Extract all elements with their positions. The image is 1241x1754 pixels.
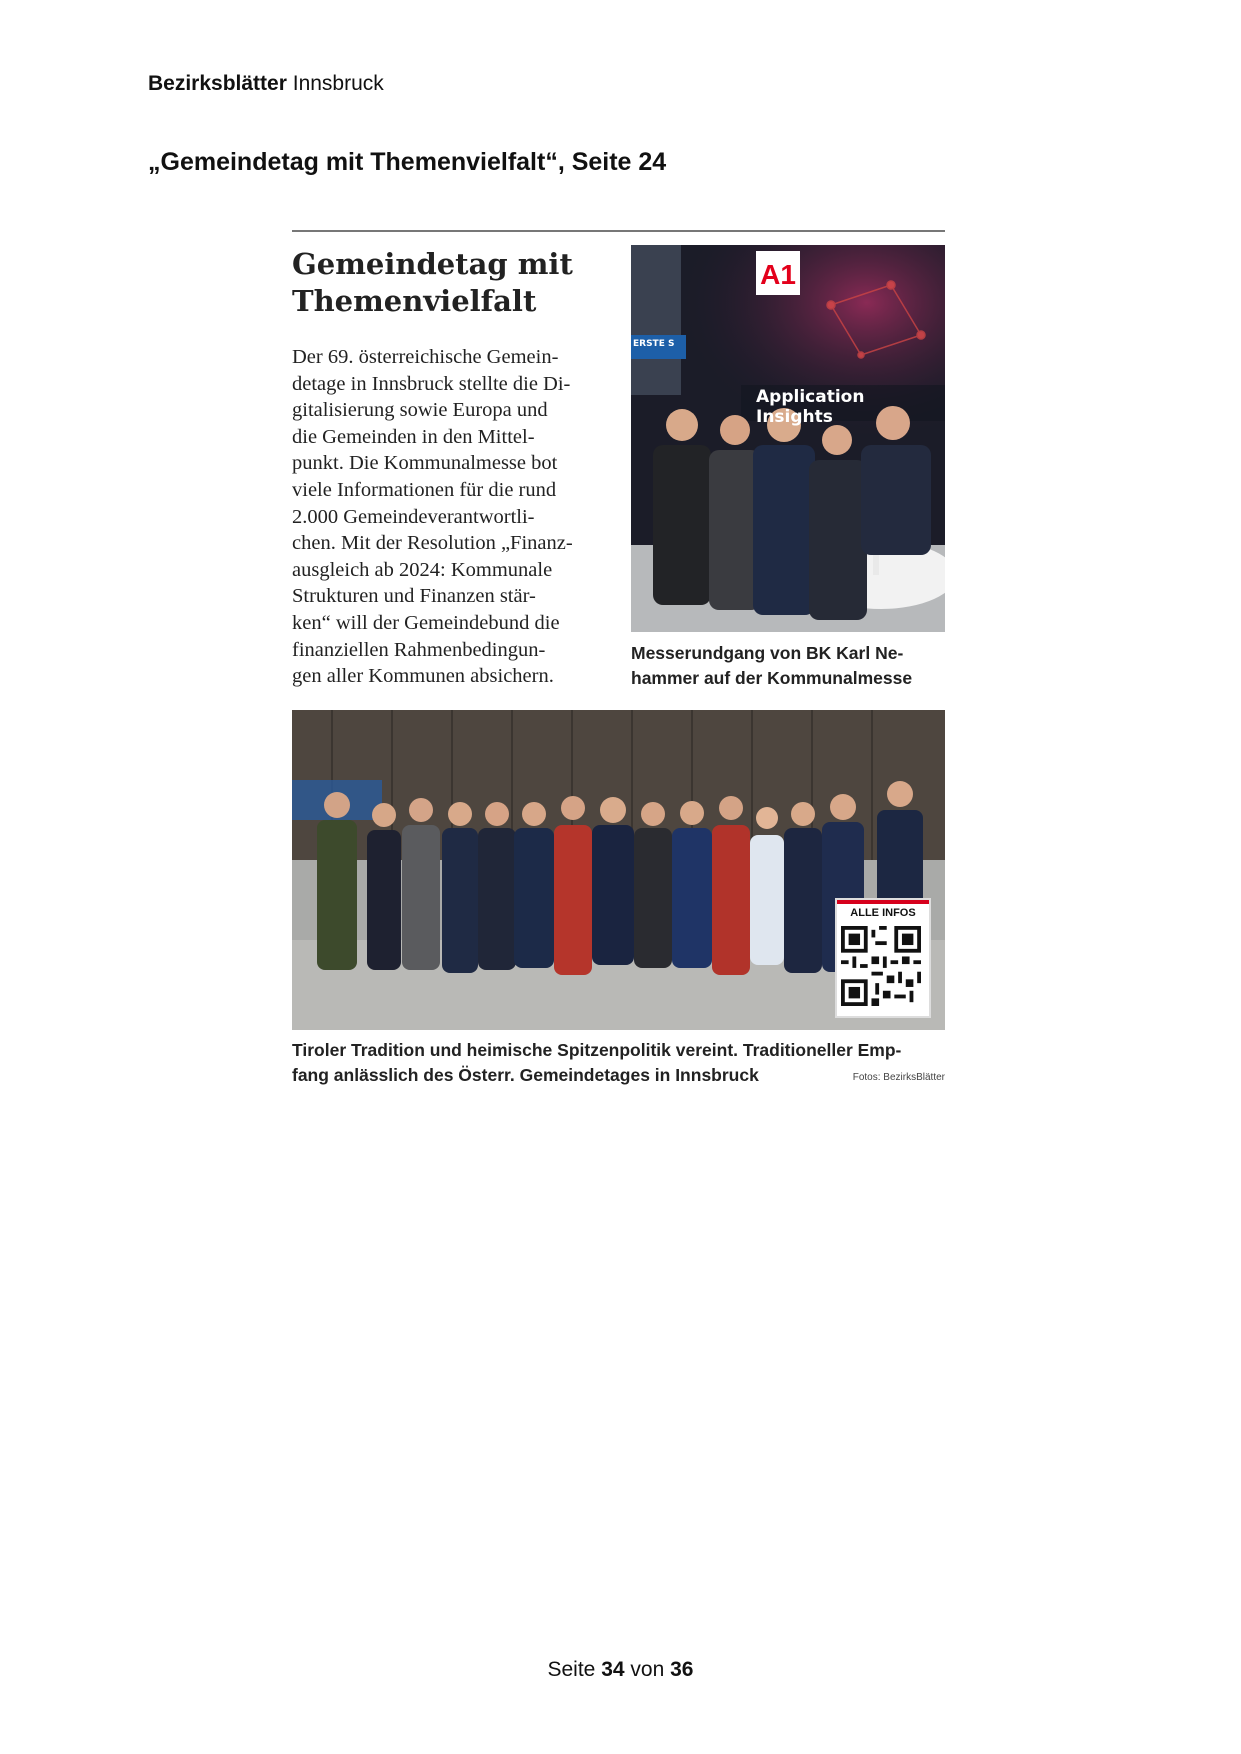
body-line: gitalisierung sowie Europa und [292, 399, 548, 422]
document-header [148, 72, 384, 96]
document-title: „Gemeindetag mit Themenvielfalt“, Seite 24 [148, 148, 667, 176]
caption-line: fang anlässlich des Österr. Gemeindetages in Innsbruck [292, 1065, 759, 1085]
photo-group-reception [292, 710, 945, 1030]
qr-code-icon [841, 926, 921, 1006]
photo-kommunalmesse-caption [631, 641, 945, 691]
article-body [292, 344, 604, 690]
newspaper-clipping [292, 230, 945, 1090]
headline-line-2: Themenvielfalt [292, 284, 537, 318]
body-line: Der 69. österreichische Gemein- [292, 346, 559, 368]
photo-kommunalmesse [631, 245, 945, 632]
publication-name: Bezirksblätter [148, 72, 287, 95]
photo-group-caption [292, 1038, 945, 1088]
page-number [0, 1658, 1241, 1682]
body-line: punkt. Die Kommunalmesse bot [292, 452, 558, 475]
top-rule [292, 230, 945, 232]
body-line: finanziellen Rahmenbedingun- [292, 638, 546, 661]
page-middle: von [630, 1658, 665, 1681]
caption-line: Tiroler Tradition und heimische Spitzenpolitik vereint. Traditioneller Emp- [292, 1040, 902, 1060]
publication-region: Innsbruck [292, 72, 384, 95]
body-line: viele Informationen für die rund [292, 478, 557, 501]
body-line: gen aller Kommunen absichern. [292, 665, 554, 688]
qr-code-box[interactable] [835, 898, 931, 1018]
article-headline [292, 246, 612, 320]
caption-line: hammer auf der Kommunalmesse [631, 668, 913, 688]
a1-logo: A1 [760, 259, 796, 290]
photo-credit: Fotos: BezirksBlätter [852, 1072, 945, 1083]
headline-line-1: Gemeindetag mit [292, 247, 573, 281]
photo-kommunalmesse-illustration [631, 245, 945, 632]
body-line: die Gemeinden in den Mittel- [292, 425, 535, 448]
body-line: 2.000 Gemeindeverantwortli- [292, 505, 535, 528]
body-line: ken“ will der Gemeindebund die [292, 611, 560, 634]
qr-label: ALLE INFOS [837, 900, 929, 924]
body-line: chen. Mit der Resolution „Finanz- [292, 532, 573, 555]
page-prefix: Seite [547, 1658, 596, 1681]
caption-line: Messerundgang von BK Karl Ne- [631, 643, 904, 663]
body-line: ausgleich ab 2024: Kommunale [292, 558, 553, 581]
page-current: 34 [601, 1658, 625, 1681]
body-line: detage in Innsbruck stellte die Di- [292, 372, 571, 395]
body-line: Strukturen und Finanzen stär- [292, 585, 536, 608]
booth-sign: ERSTE S [633, 339, 675, 349]
page-total: 36 [670, 1658, 694, 1681]
booth-banner: Application Insights [756, 387, 865, 427]
